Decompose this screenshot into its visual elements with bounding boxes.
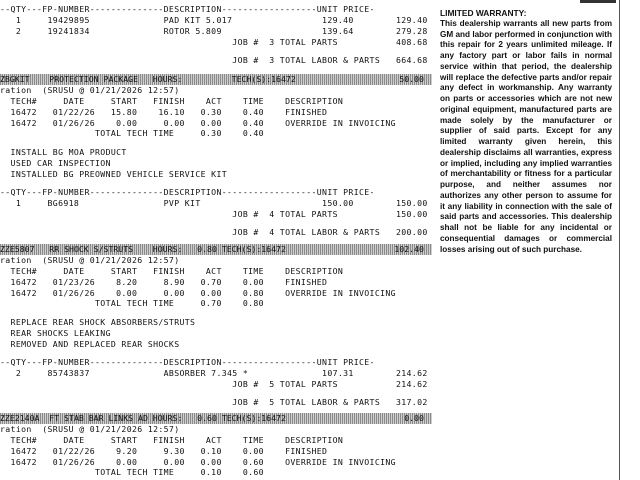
- job-band: ZZE5807 RR SHOCK S/STRUTS HOURS: 0.80 TECH(S):16472 102.40: [0, 244, 432, 255]
- part-line: 2 85743837 ABSORBER 7.345 * 107.31 214.62: [0, 368, 428, 378]
- job-total-parts: JOB # 3 TOTAL PARTS 408.68: [0, 37, 428, 47]
- tech-row: 16472 01/26/26 0.00 0.00 0.00 0.60 OVERRIDE IN INVOICING: [0, 457, 396, 467]
- tech-header: TECH# DATE START FINISH ACT TIME DESCRIPTION: [0, 96, 344, 106]
- job-total-labor-parts: JOB # 3 TOTAL LABOR & PARTS 664.68: [0, 55, 428, 65]
- tech-total: TOTAL TECH TIME 0.70 0.80: [0, 298, 264, 308]
- part-line: 1 19429895 PAD KIT 5.017 129.40 129.40: [0, 15, 428, 25]
- tech-row: 16472 01/22/26 9.20 9.30 0.10 0.00 FINISHED: [0, 446, 328, 456]
- part-line: 2 19241834 ROTOR 5.809 139.64 279.28: [0, 26, 428, 36]
- tech-row: 16472 01/23/26 8.20 8.90 0.70 0.00 FINISHED: [0, 277, 328, 287]
- tech-header: TECH# DATE START FINISH ACT TIME DESCRIPTION: [0, 266, 344, 276]
- operation-line: ration (SRUSU @ 01/21/2026 12:57): [0, 424, 180, 434]
- job-band: ZZE2140A FT STAB BAR LINKS AD HOURS: 0.60 TECH(S):16472 0.00: [0, 413, 432, 424]
- warranty-panel: [440, 8, 612, 255]
- part-line: 1 BG6918 PVP KIT 150.00 150.00: [0, 198, 428, 208]
- job-total-parts: JOB # 5 TOTAL PARTS 214.62: [0, 379, 428, 389]
- job-note: USED CAR INSPECTION: [0, 158, 111, 168]
- job-note: REMOVED AND REPLACED REAR SHOCKS: [0, 339, 180, 349]
- job-note: INSTALLED BG PREOWNED VEHICLE SERVICE KIT: [0, 169, 228, 179]
- warranty-title: LIMITED WARRANTY:: [440, 8, 527, 18]
- job-note: INSTALL BG MOA PRODUCT: [0, 147, 127, 157]
- tech-header: TECH# DATE START FINISH ACT TIME DESCRIPTION: [0, 435, 344, 445]
- tech-row: 16472 01/26/26 0.00 0.00 0.00 0.40 OVERRIDE IN INVOICING: [0, 118, 396, 128]
- parts-header: --QTY---FP-NUMBER--------------DESCRIPTION------------------UNIT PRICE-: [0, 357, 375, 367]
- job-note: REAR SHOCKS LEAKING: [0, 328, 111, 338]
- warranty-text: This dealership warrants all new parts from GM and labor performed in conjunction with this repair for 2 years unlimited mileage. If any factory part or labor fails in normal service within that period, the dealership will replace the defective parts and/or repair any defect in workmanship. Any warranty on parts or accessories which are not new original equipment, manufactured parts are made solely by the manufacturer or supplier of said parts. Except for any limited warranty given herein, this dealership disclaims all warranties, express or implied, including any implied warranties of merchantability or fitness for a particular purpose, and neither assumes nor authorizes any other person to assume for it any liability in connection with the sale of said parts and accessories. This dealership shall not be liable for any incidental or consequential damages or commercial losses arising out of such purchase.: [440, 18, 612, 254]
- tech-row: 16472 01/22/26 15.80 16.10 0.30 0.40 FINISHED: [0, 107, 328, 117]
- job-band: ZBGKIT PROTECTION PACKAGE HOURS: TECH(S):16472 50.00: [0, 74, 432, 85]
- tech-row: 16472 01/26/26 0.00 0.00 0.00 0.80 OVERRIDE IN INVOICING: [0, 288, 396, 298]
- tech-total: TOTAL TECH TIME 0.30 0.40: [0, 128, 264, 138]
- parts-header: --QTY---FP-NUMBER--------------DESCRIPTION------------------UNIT PRICE-: [0, 187, 375, 197]
- operation-line: ration (SRUSU @ 01/21/2026 12:57): [0, 85, 180, 95]
- page-edge-mark: [580, 0, 616, 3]
- tech-total: TOTAL TECH TIME 0.10 0.60: [0, 467, 264, 477]
- job-note: REPLACE REAR SHOCK ABSORBERS/STRUTS: [0, 317, 196, 327]
- job-total-labor-parts: JOB # 5 TOTAL LABOR & PARTS 317.02: [0, 397, 428, 407]
- parts-header: --QTY---FP-NUMBER--------------DESCRIPTION------------------UNIT PRICE-: [0, 4, 375, 14]
- operation-line: ration (SRUSU @ 01/21/2026 12:57): [0, 255, 180, 265]
- page-edge: [619, 0, 620, 480]
- job-total-labor-parts: JOB # 4 TOTAL LABOR & PARTS 200.00: [0, 227, 428, 237]
- job-total-parts: JOB # 4 TOTAL PARTS 150.00: [0, 209, 428, 219]
